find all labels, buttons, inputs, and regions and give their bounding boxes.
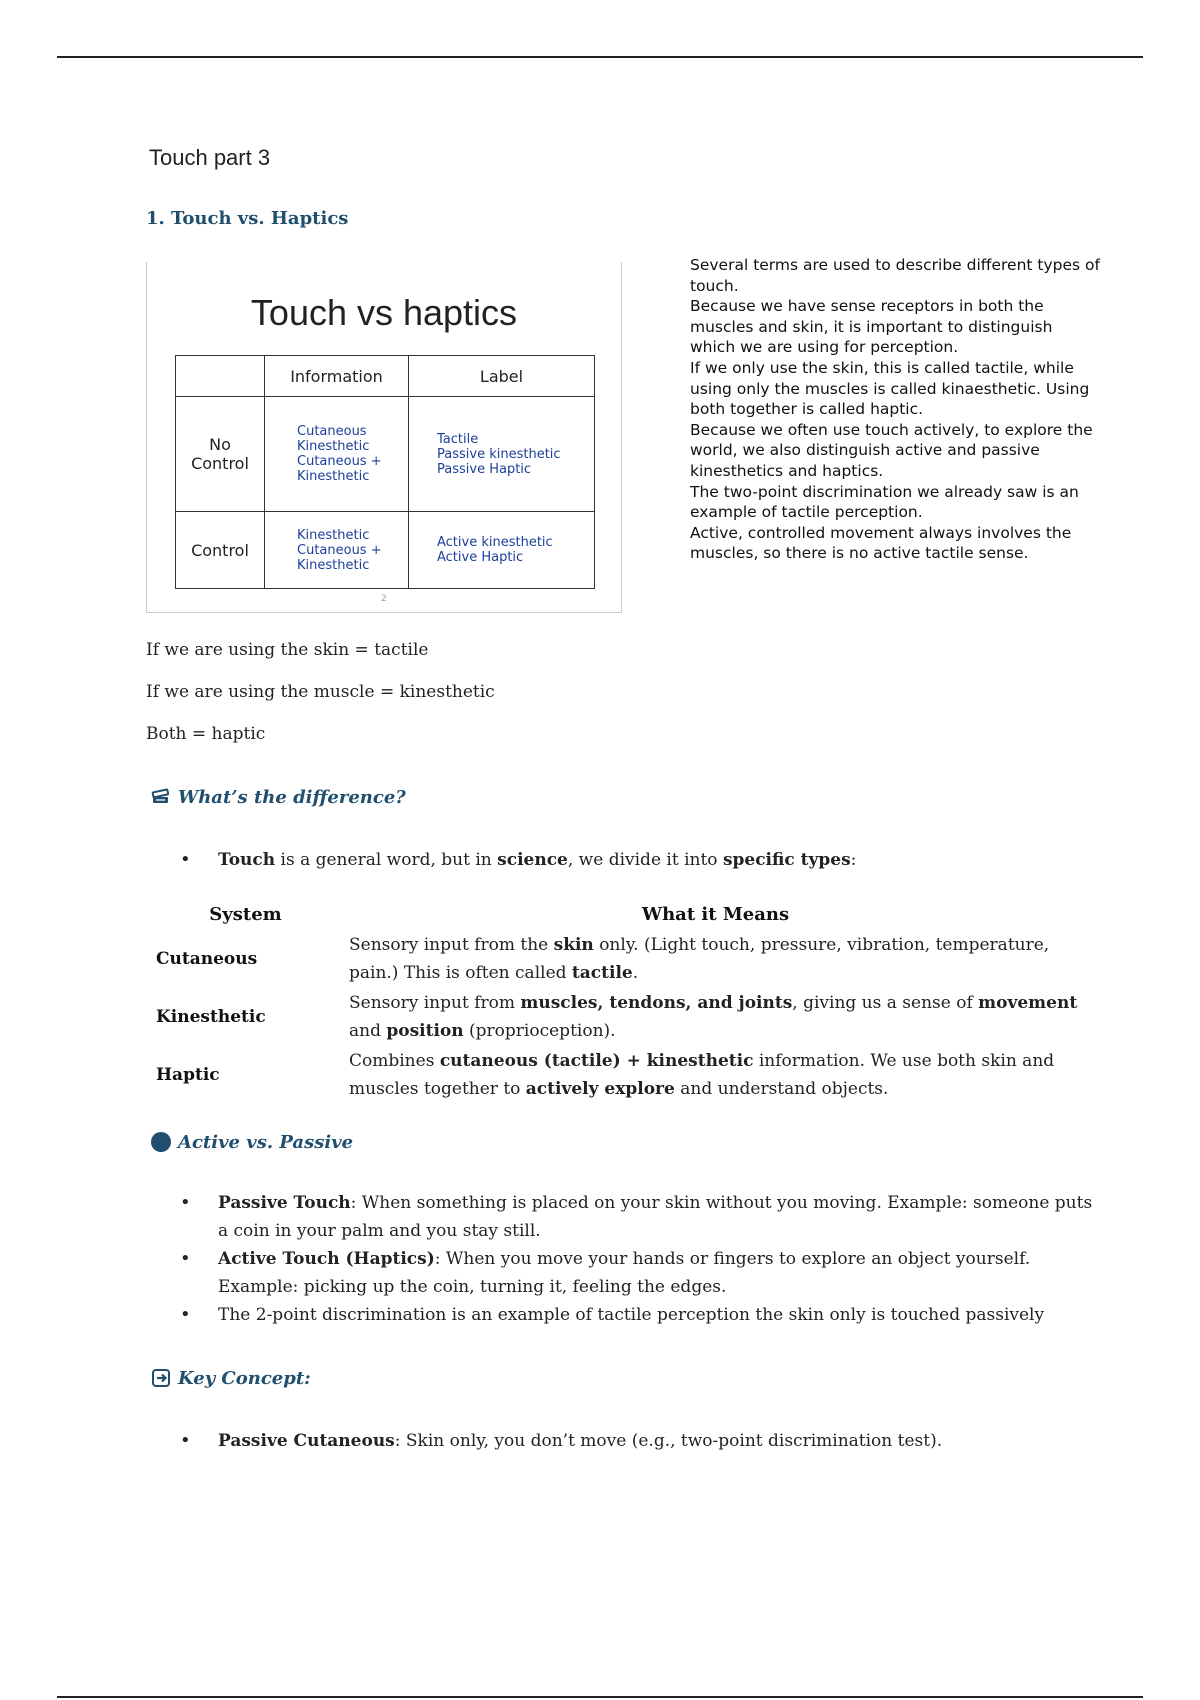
list-item: • Passive Cutaneous: Skin only, you don’t move (e.g., two-point discrimination test). — [180, 1427, 1100, 1455]
section-heading-touch-vs-haptics: 1. Touch vs. Haptics — [146, 208, 349, 229]
slide-label-cell: Active Haptic — [437, 550, 524, 565]
slide-image — [146, 262, 622, 613]
notes-paragraph: Several terms are used to describe different types of touch. — [690, 256, 1100, 295]
slide-title: Touch vs haptics — [250, 292, 518, 333]
active-passive-bullets — [180, 1189, 1100, 1329]
system-meaning: Sensory input from muscles, tendons, and joints, giving us a sense of movement and position (proprioception). — [349, 993, 1078, 1041]
key-concept-heading: Key Concept: — [150, 1367, 311, 1389]
slide-header-label: Label — [409, 356, 595, 397]
list-item: • Touch is a general word, but in science, we divide it into specific types: — [180, 846, 1100, 874]
slide-page-number: 2 — [381, 594, 387, 604]
slide-label-cell: Active kinesthetic — [437, 535, 553, 550]
list-item: • Active Touch (Haptics): When you move your hands or fingers to explore an object yourself. Example: picking up the coin, turning it, feeling the edges. — [180, 1245, 1100, 1301]
table-row — [146, 1046, 1086, 1104]
slide-info-cell: Kinesthetic — [297, 527, 370, 543]
slide-info-cell: Cutaneous + Kinesthetic — [297, 542, 382, 573]
notes-paragraph: Active, controlled movement always involves the muscles, so there is no active tactile sense. — [690, 523, 1072, 563]
active-passive-heading: Active vs. Passive — [150, 1131, 353, 1153]
table-row — [146, 930, 1086, 988]
system-name: Cutaneous — [156, 949, 258, 969]
simple-line-muscle: If we are using the muscle = kinesthetic — [146, 682, 495, 702]
system-meaning: Sensory input from the skin only. (Light touch, pressure, vibration, temperature, pain.) This is often called tactile. — [349, 935, 1050, 983]
slide-label-cell: Passive kinesthetic — [437, 446, 561, 462]
difference-bullets — [180, 846, 1100, 874]
system-name: Kinesthetic — [156, 1007, 266, 1027]
system-meaning: Combines cutaneous (tactile) + kinesthetic information. We use both skin and muscles together to actively explore and understand objects. — [349, 1051, 1055, 1099]
slide-info-cell: Kinesthetic — [297, 439, 370, 454]
blue-circle-icon — [150, 1131, 172, 1153]
list-item: • The 2-point discrimination is an example of tactile perception the skin only is touched passively — [180, 1301, 1100, 1329]
difference-heading: What’s the difference? — [150, 786, 406, 808]
slide-notes-text — [690, 255, 1100, 564]
slide-info-cell: Cutaneous + Kinesthetic — [297, 454, 382, 484]
slide-table — [175, 355, 595, 589]
notes-paragraph: The two-point discrimination we already saw is an example of tactile perception. — [690, 482, 1079, 522]
arrow-right-box-icon — [150, 1367, 172, 1389]
slide-info-cell: Cutaneous — [297, 424, 367, 439]
key-concept-bullets — [180, 1427, 1100, 1455]
notes-paragraph: Because we have sense receptors in both the muscles and skin, it is important to distinguish which we are using for perception. — [690, 297, 1053, 357]
systems-col-means: What it Means — [641, 903, 790, 925]
table-row — [146, 988, 1086, 1046]
slide-header-information: Information — [265, 356, 409, 397]
slide-label-cell: Tactile — [437, 431, 479, 447]
books-icon — [150, 786, 172, 808]
notes-paragraph: Because we often use touch actively, to explore the world, we also distinguish active and passive kinesthetics and haptics. — [690, 420, 1093, 480]
system-name: Haptic — [156, 1065, 220, 1085]
notes-paragraph: If we only use the skin, this is called tactile, while using only the muscles is called kinaesthetic. Using both together is called haptic. — [690, 358, 1090, 419]
slide-label-cell: Passive Haptic — [437, 461, 532, 477]
slide-group-control: Control — [176, 512, 265, 589]
bottom-rule — [57, 1696, 1143, 1698]
list-item: • Passive Touch: When something is placed on your skin without you moving. Example: someone puts a coin in your palm and you stay still. — [180, 1189, 1100, 1245]
document-title: Touch part 3 — [149, 145, 271, 170]
simple-line-skin: If we are using the skin = tactile — [146, 640, 429, 660]
top-rule — [57, 56, 1143, 58]
simple-line-both: Both = haptic — [146, 724, 266, 744]
systems-col-system: System — [209, 903, 282, 925]
slide-group-no-control: No Control — [176, 397, 265, 512]
slide-table-corner — [176, 356, 265, 397]
systems-table — [146, 898, 1086, 1104]
